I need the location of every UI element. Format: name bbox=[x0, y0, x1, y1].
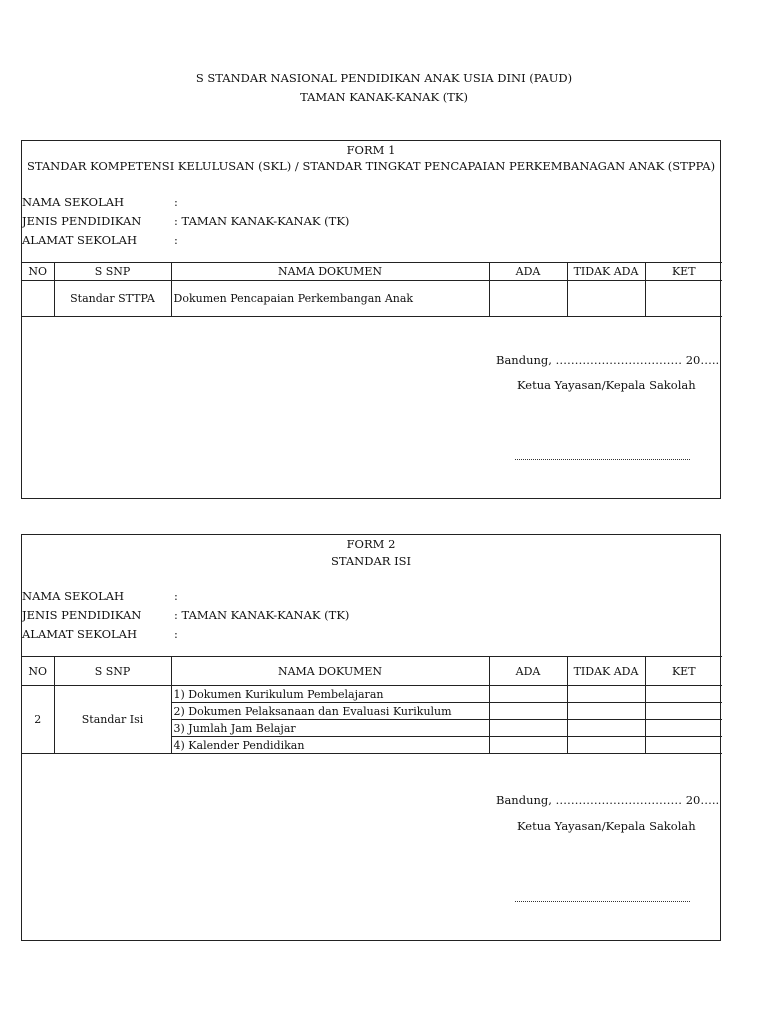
cell-snp: Standar Isi bbox=[54, 686, 171, 754]
col-tidak-ada: TIDAK ADA bbox=[567, 263, 645, 281]
table-header bbox=[22, 263, 722, 281]
table-row bbox=[22, 281, 722, 317]
cell-ada[interactable] bbox=[489, 703, 567, 720]
cell-doc: Dokumen Pencapaian Perkembangan Anak bbox=[171, 281, 489, 317]
school-address-value: : bbox=[174, 627, 178, 641]
education-type-value: : TAMAN KANAK-KANAK (TK) bbox=[174, 214, 350, 228]
school-address-value: : bbox=[174, 233, 178, 247]
cell-tidak-ada[interactable] bbox=[567, 686, 645, 703]
document-title: S STANDAR NASIONAL PENDIDIKAN ANAK USIA DINI (PAUD) bbox=[195, 71, 573, 85]
cell-doc: 3) Jumlah Jam Belajar bbox=[171, 720, 489, 737]
form-2-place-date: Bandung, …………………………… 20….. bbox=[496, 793, 720, 807]
cell-no bbox=[22, 281, 54, 317]
cell-ket[interactable] bbox=[645, 720, 722, 737]
education-type-label: JENIS PENDIDIKAN bbox=[22, 214, 142, 228]
cell-doc: 1) Dokumen Kurikulum Pembelajaran bbox=[171, 686, 489, 703]
school-name-label: NAMA SEKOLAH bbox=[22, 589, 125, 603]
school-name-value: : bbox=[174, 589, 178, 603]
cell-doc: 4) Kalender Pendidikan bbox=[171, 737, 489, 754]
form-1-identity bbox=[22, 193, 349, 250]
col-no: NO bbox=[22, 263, 54, 281]
education-type-value: : TAMAN KANAK-KANAK (TK) bbox=[174, 608, 350, 622]
table-header bbox=[22, 657, 722, 686]
col-snp: S SNP bbox=[54, 657, 171, 686]
cell-ket[interactable] bbox=[645, 703, 722, 720]
cell-no: 2 bbox=[22, 686, 54, 754]
school-address-label: ALAMAT SEKOLAH bbox=[22, 233, 137, 247]
form-1-subtitle: STANDAR KOMPETENSI KELULUSAN (SKL) / STANDAR TINGKAT PENCAPAIAN PERKEMBANAGAN ANAK (STPPA) bbox=[26, 159, 716, 173]
col-ket: KET bbox=[645, 657, 722, 686]
form-1-signature-line bbox=[515, 449, 690, 460]
cell-ket[interactable] bbox=[645, 686, 722, 703]
col-ada: ADA bbox=[489, 263, 567, 281]
form-2-subtitle: STANDAR ISI bbox=[330, 554, 412, 568]
cell-ada[interactable] bbox=[489, 737, 567, 754]
document-subtitle: TAMAN KANAK-KANAK (TK) bbox=[300, 90, 468, 104]
table-row bbox=[22, 686, 722, 703]
form-2-identity bbox=[22, 587, 349, 644]
cell-tidak-ada[interactable] bbox=[567, 281, 645, 317]
cell-ada[interactable] bbox=[489, 686, 567, 703]
cell-ket[interactable] bbox=[645, 281, 722, 317]
form-1-table bbox=[22, 262, 722, 317]
form-1 bbox=[21, 140, 721, 499]
cell-tidak-ada[interactable] bbox=[567, 720, 645, 737]
school-name-label: NAMA SEKOLAH bbox=[22, 195, 125, 209]
cell-tidak-ada[interactable] bbox=[567, 703, 645, 720]
cell-ada[interactable] bbox=[489, 720, 567, 737]
col-nama-dokumen: NAMA DOKUMEN bbox=[171, 657, 489, 686]
col-ada: ADA bbox=[489, 657, 567, 686]
form-2-table bbox=[22, 656, 722, 754]
cell-doc: 2) Dokumen Pelaksanaan dan Evaluasi Kurikulum bbox=[171, 703, 489, 720]
cell-tidak-ada[interactable] bbox=[567, 737, 645, 754]
col-snp: S SNP bbox=[54, 263, 171, 281]
form-2-signature-line bbox=[515, 891, 690, 902]
form-1-place-date: Bandung, …………………………… 20….. bbox=[496, 353, 720, 367]
form-2-signer-role: Ketua Yayasan/Kepala Sakolah bbox=[517, 819, 696, 833]
col-ket: KET bbox=[645, 263, 722, 281]
cell-snp: Standar STTPA bbox=[54, 281, 171, 317]
form-1-signer-role: Ketua Yayasan/Kepala Sakolah bbox=[517, 378, 696, 392]
school-name-value: : bbox=[174, 195, 178, 209]
cell-ada[interactable] bbox=[489, 281, 567, 317]
school-address-label: ALAMAT SEKOLAH bbox=[22, 627, 137, 641]
col-tidak-ada: TIDAK ADA bbox=[567, 657, 645, 686]
col-no: NO bbox=[22, 657, 54, 686]
form-2-title: FORM 2 bbox=[346, 537, 396, 551]
form-2 bbox=[21, 534, 721, 941]
form-1-title: FORM 1 bbox=[346, 143, 396, 157]
cell-ket[interactable] bbox=[645, 737, 722, 754]
education-type-label: JENIS PENDIDIKAN bbox=[22, 608, 142, 622]
col-nama-dokumen: NAMA DOKUMEN bbox=[171, 263, 489, 281]
